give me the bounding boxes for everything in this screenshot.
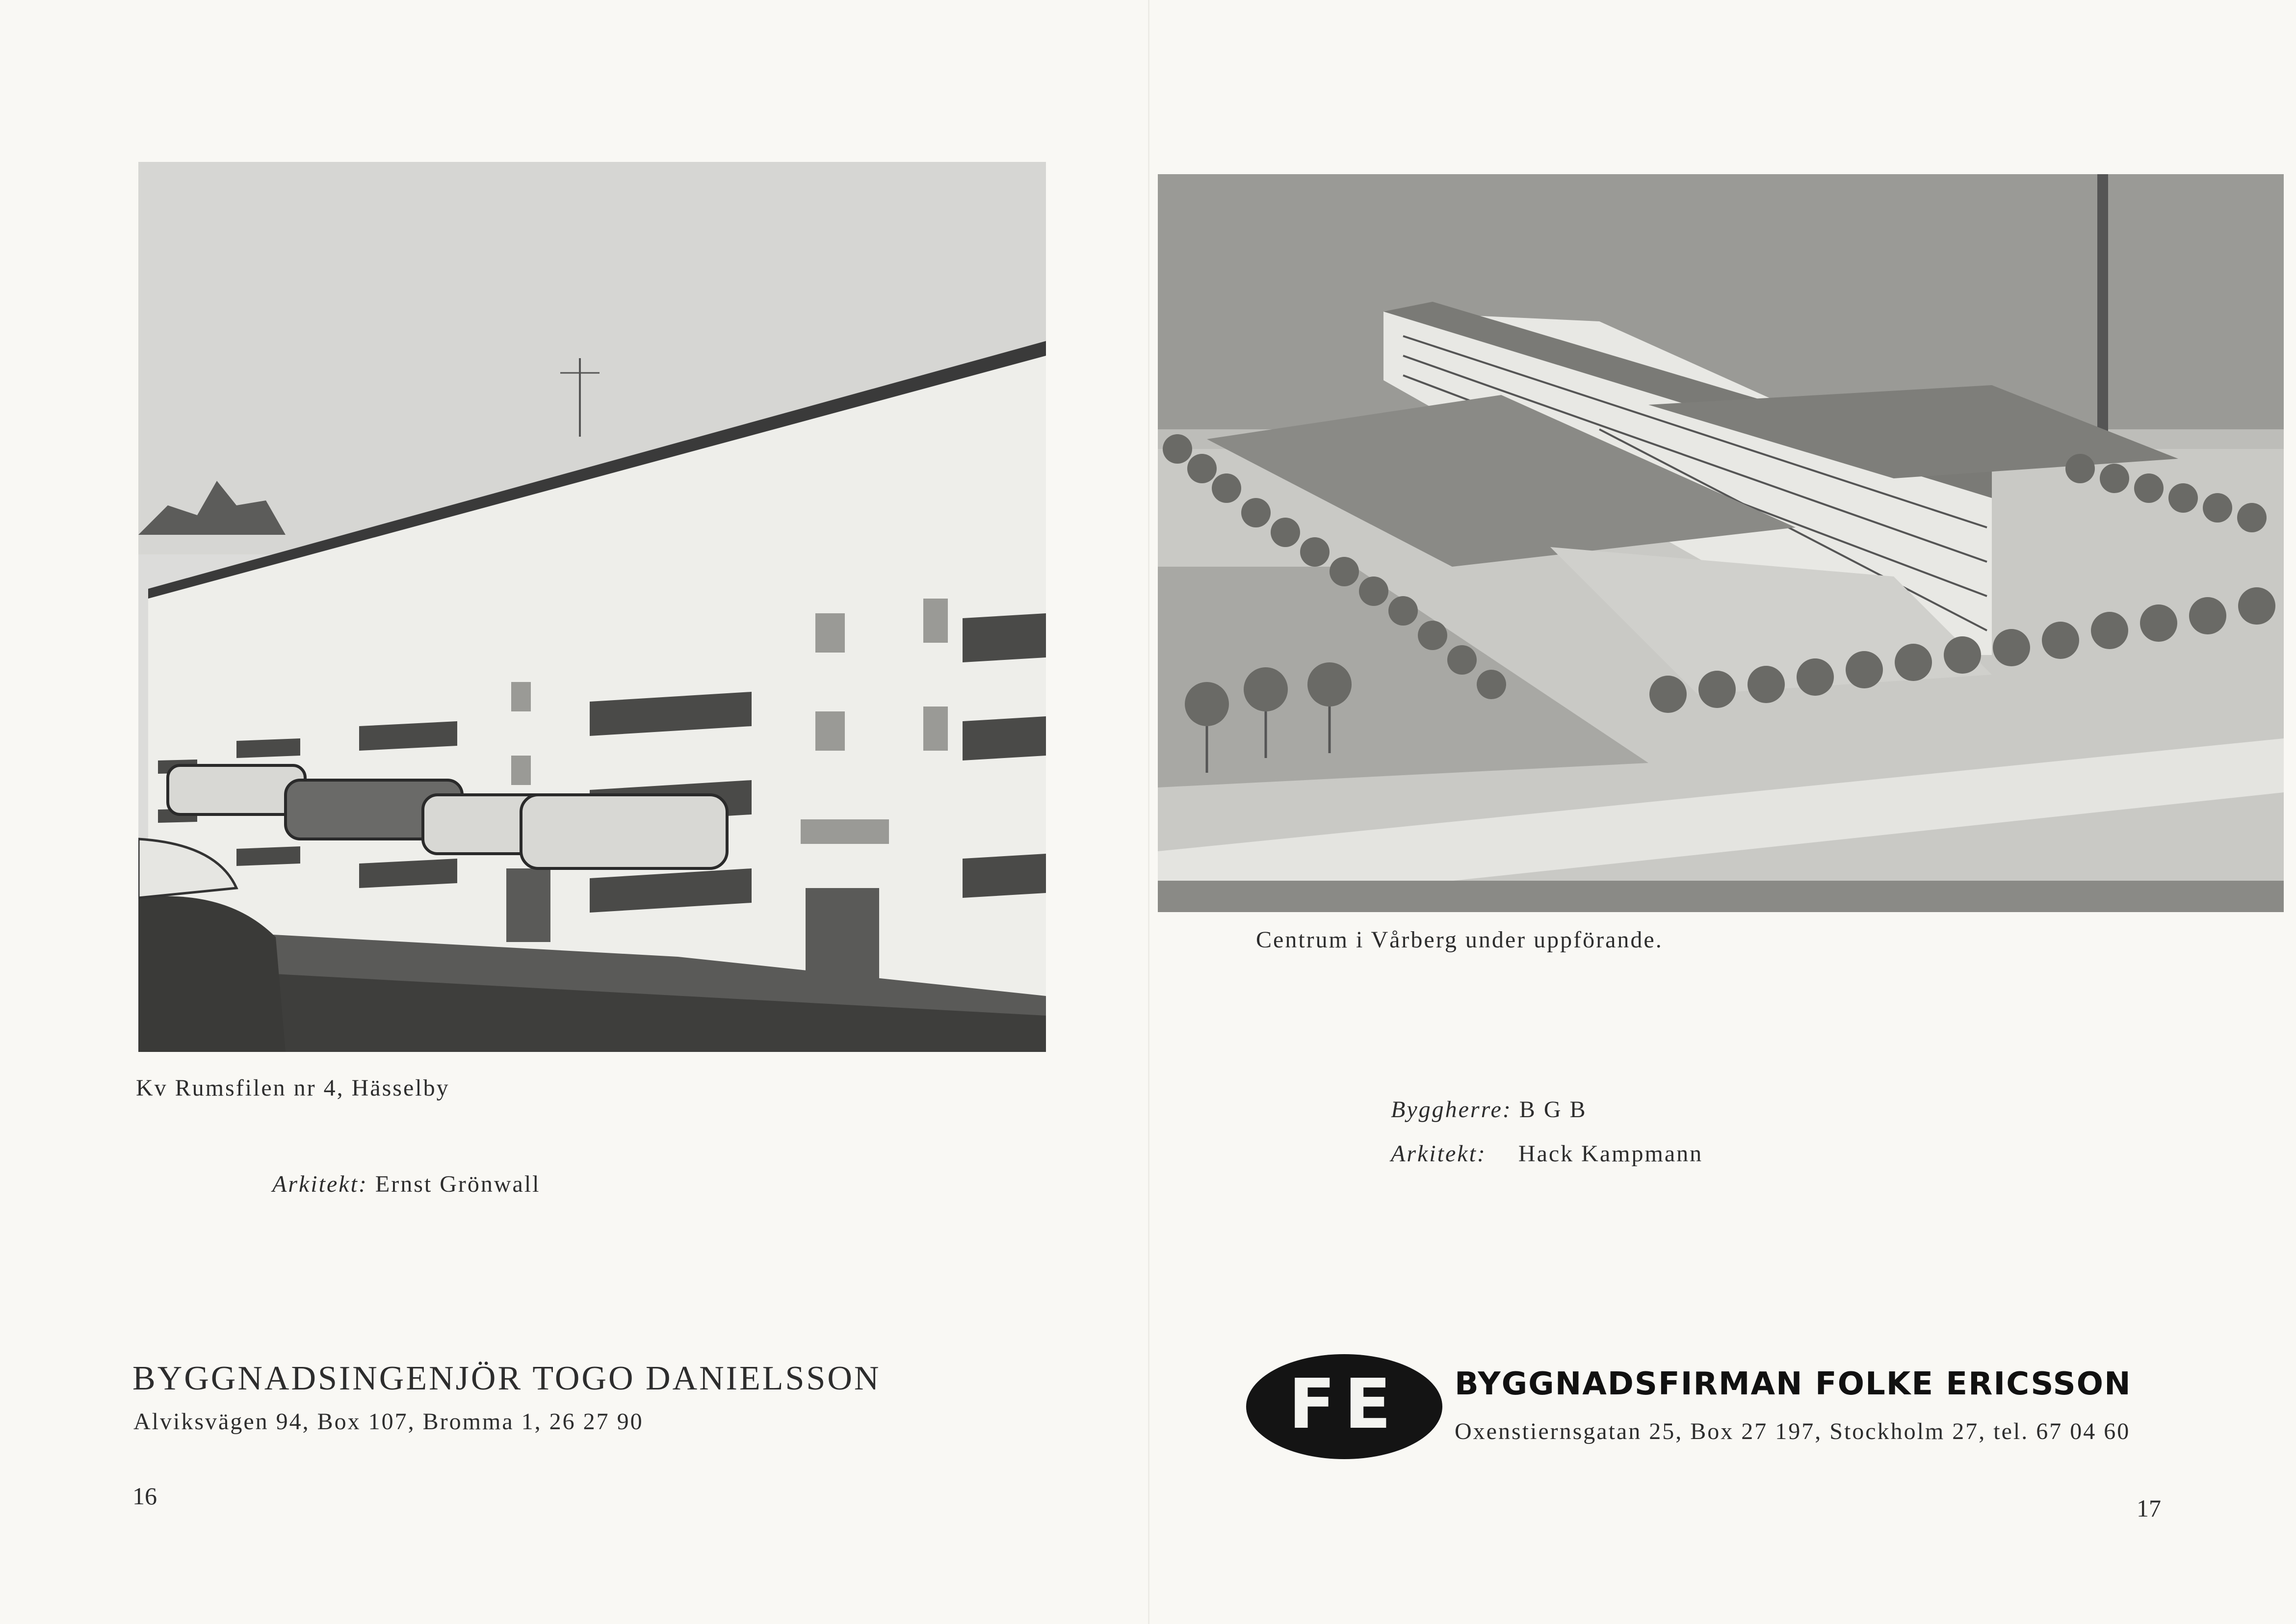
varberg-centre-model-photo — [1158, 174, 2284, 912]
architect-name: Hack Kampmann — [1518, 1141, 1703, 1167]
right-client-credit — [1391, 1096, 1587, 1123]
page-fold — [1148, 0, 1149, 1624]
left-photo-caption: Kv Rumsfilen nr 4, Hässelby — [136, 1075, 450, 1101]
apartment-building-photo — [138, 162, 1046, 1052]
right-photo-caption: Centrum i Vårberg under uppförande. — [1256, 927, 1663, 953]
architect-label: Arkitekt: — [272, 1171, 368, 1197]
firm-name-danielsson: BYGGNADSINGENJÖR TOGO DANIELSSON — [132, 1360, 881, 1397]
firm-address-danielsson: Alviksvägen 94, Box 107, Bromma 1, 26 27 90 — [133, 1409, 644, 1435]
architect-label: Arkitekt: — [1391, 1141, 1487, 1167]
left-architect-credit — [272, 1171, 541, 1198]
client-name: B G B — [1519, 1097, 1587, 1123]
page-number-right: 17 — [2137, 1494, 2161, 1522]
architect-name: Ernst Grönwall — [375, 1171, 541, 1197]
right-architect-credit — [1391, 1140, 1703, 1167]
client-label: Byggherre: — [1391, 1097, 1512, 1123]
fe-logo-text: FE — [1288, 1364, 1400, 1444]
page-number-left: 16 — [132, 1482, 157, 1510]
fe-logo — [1246, 1354, 1442, 1460]
firm-address-ericsson: Oxenstiernsgatan 25, Box 27 197, Stockholm 27, tel. 67 04 60 — [1455, 1418, 2131, 1444]
firm-name-ericsson: BYGGNADSFIRMAN FOLKE ERICSSON — [1455, 1366, 2132, 1402]
